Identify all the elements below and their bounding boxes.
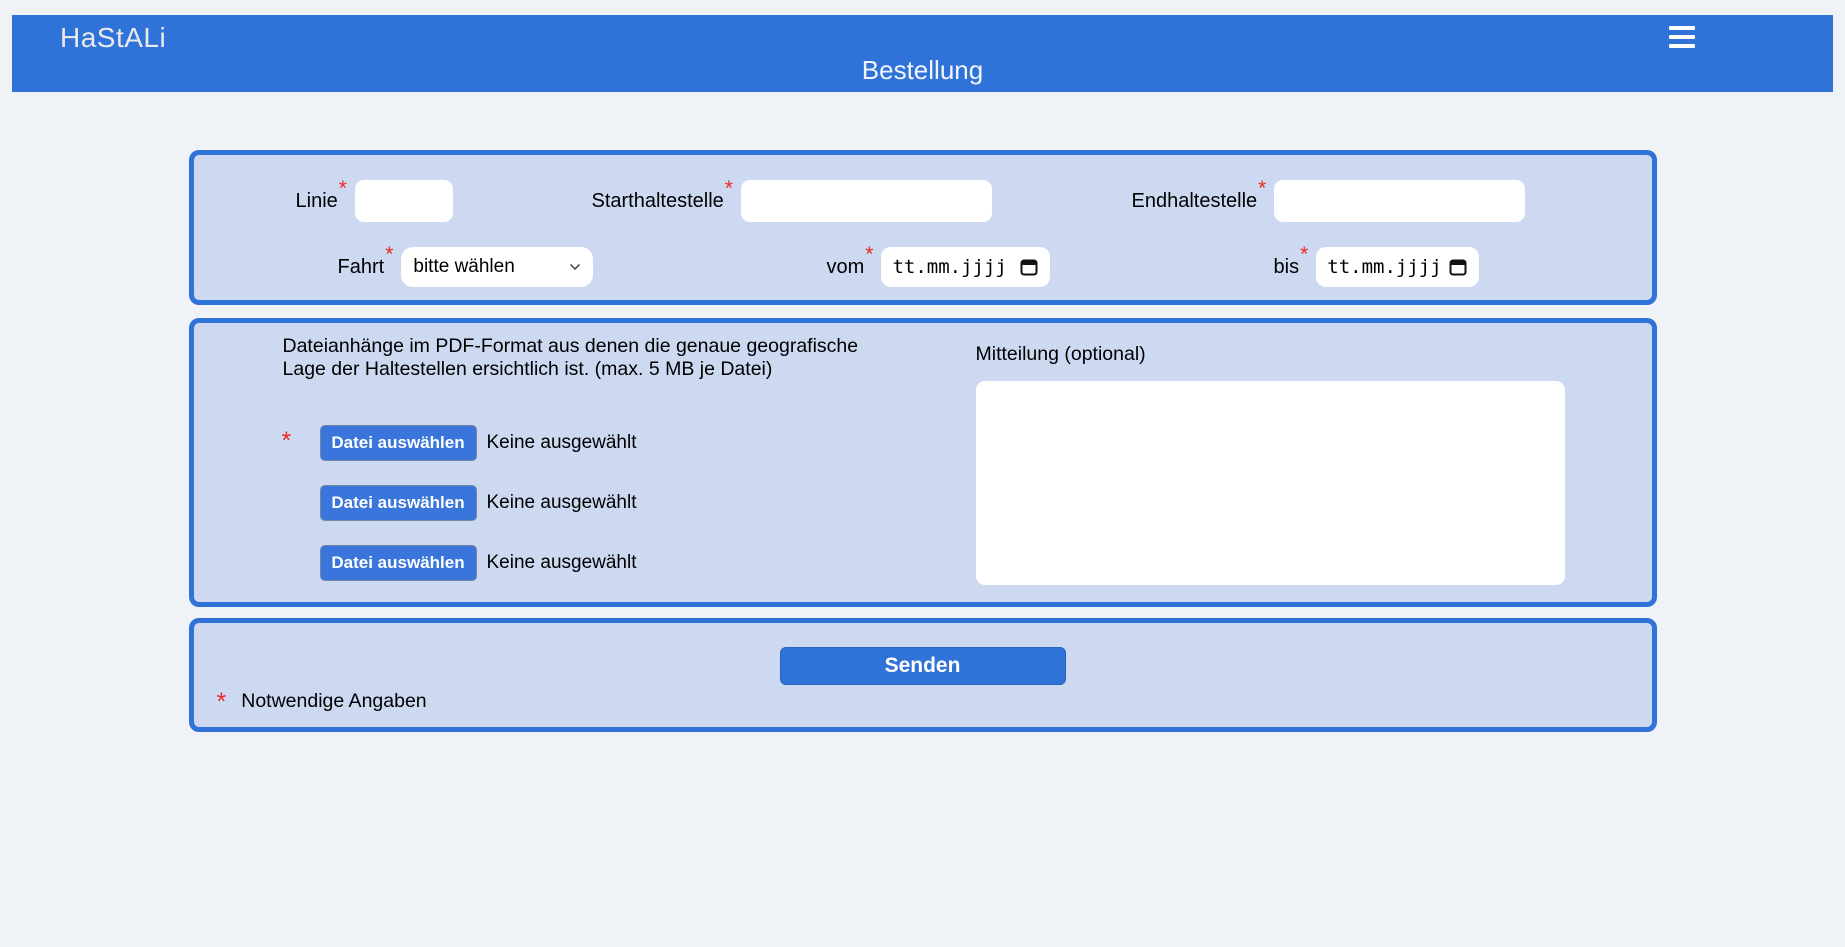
field-starthaltestelle — [591, 176, 992, 222]
hamburger-bar — [1669, 35, 1695, 39]
hamburger-menu-icon — [1669, 26, 1695, 48]
fahrt-selected-value: bitte wählen — [413, 256, 515, 277]
file-upload-row-3 — [320, 545, 637, 581]
required-asterisk: * — [216, 688, 227, 716]
submit-section — [189, 618, 1657, 732]
message-label: Mitteilung (optional) — [975, 343, 1146, 365]
required-asterisk: * — [1300, 242, 1309, 266]
file-upload-row-1 — [320, 425, 637, 461]
required-asterisk: * — [385, 242, 394, 266]
field-bis — [1273, 242, 1480, 287]
field-fahrt — [337, 242, 594, 287]
linie-label: Linie* — [295, 176, 347, 212]
required-asterisk: * — [865, 242, 874, 266]
app-header — [12, 15, 1833, 92]
file-status-text: Keine ausgewählt — [486, 552, 637, 573]
message-textarea[interactable] — [976, 381, 1565, 585]
field-endhaltestelle — [1131, 176, 1526, 222]
required-asterisk: * — [281, 427, 292, 455]
vom-date-placeholder: tt.mm.jjjj — [892, 256, 1007, 278]
hamburger-bar — [1669, 44, 1695, 48]
required-note — [217, 689, 427, 714]
field-linie — [295, 176, 453, 222]
calendar-icon[interactable] — [1448, 257, 1468, 277]
vom-date-input[interactable] — [881, 247, 1050, 287]
file-status-text: Keine ausgewählt — [486, 432, 637, 453]
fahrt-label: Fahrt* — [337, 242, 394, 278]
endhaltestelle-input[interactable] — [1274, 180, 1525, 222]
bis-label: bis* — [1273, 242, 1309, 278]
linie-input[interactable] — [355, 180, 453, 222]
fahrt-select[interactable] — [401, 247, 593, 287]
attachments-section — [189, 318, 1657, 607]
field-vom — [826, 242, 1051, 287]
starthaltestelle-label: Starthaltestelle* — [591, 176, 733, 212]
file-upload-row-2 — [320, 485, 637, 521]
file-select-button[interactable]: Datei auswählen — [320, 425, 477, 461]
bis-date-input[interactable] — [1316, 247, 1479, 287]
starthaltestelle-input[interactable] — [741, 180, 992, 222]
calendar-icon[interactable] — [1019, 257, 1039, 277]
required-asterisk: * — [338, 176, 347, 200]
chevron-down-icon — [569, 263, 581, 271]
vom-label: vom* — [826, 242, 874, 278]
route-section — [189, 150, 1657, 305]
app-brand: HaStALi — [60, 22, 167, 53]
endhaltestelle-label: Endhaltestelle* — [1131, 176, 1267, 212]
hamburger-menu-button[interactable] — [1667, 24, 1697, 50]
file-select-button[interactable]: Datei auswählen — [320, 485, 477, 521]
attachments-description: Dateianhänge im PDF-Format aus denen die genaue geografische Lage der Haltestellen ersichtlich ist. (max. 5 MB je Datei) — [282, 335, 859, 380]
order-form — [0, 150, 1845, 732]
required-note-text: Notwendige Angaben — [241, 690, 427, 712]
file-status-text: Keine ausgewählt — [486, 492, 637, 513]
page-title: Bestellung — [861, 55, 984, 85]
file-select-button[interactable]: Datei auswählen — [320, 545, 477, 581]
required-asterisk: * — [1258, 176, 1267, 200]
send-button[interactable]: Senden — [780, 647, 1066, 685]
required-asterisk: * — [724, 176, 733, 200]
bis-date-placeholder: tt.mm.jjjj — [1327, 256, 1442, 278]
hamburger-bar — [1669, 26, 1695, 30]
